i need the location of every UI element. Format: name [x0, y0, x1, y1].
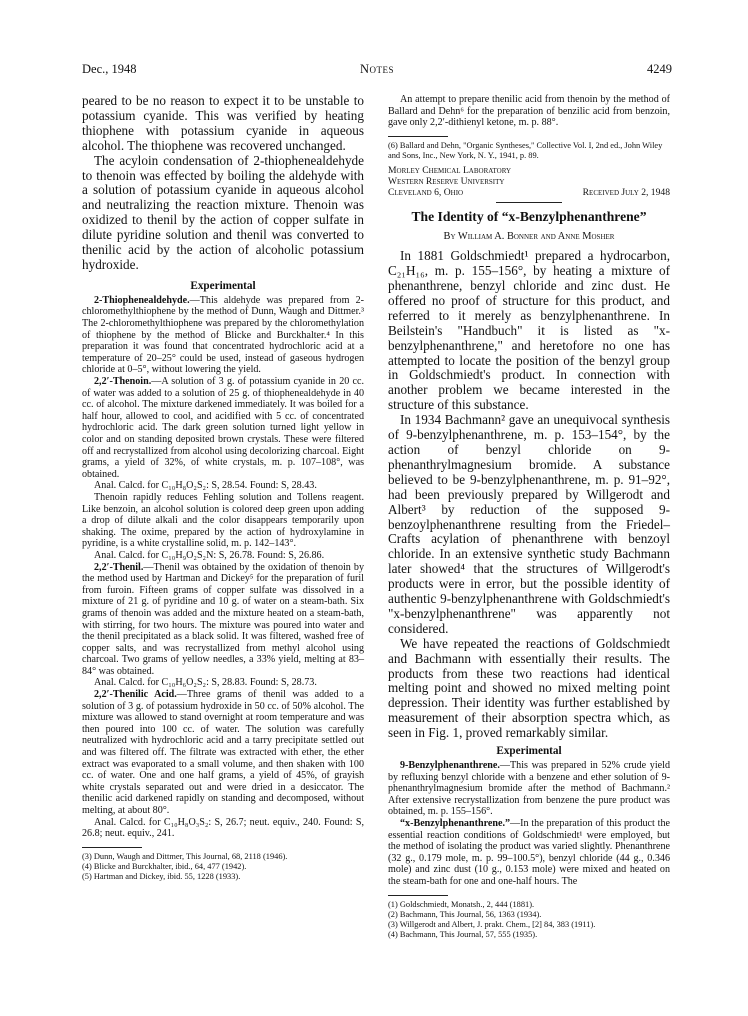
left-column: [82, 94, 364, 882]
footnote-divider: [82, 847, 142, 848]
section-heading-experimental: Experimental: [496, 745, 562, 758]
article-title: The Identity of “x-Benzylphenanthrene”: [411, 209, 647, 225]
procedure-text: —In the preparation of this product the essential reaction conditions of Goldschmiedt¹ were employed, but the method of isolating the product was varied slightly. Phenanthrene (32 g., 0.179 mole, m. p. 99–100.5°), benzyl chloride (44 g., 0.346 mole) and zinc dust (10 g., 0.153 mole) were mixed and heated on the steam-bath for one and one-half hours. The: [388, 818, 670, 888]
received-date: Received July 2, 1948: [582, 187, 670, 199]
analysis-line: Anal. Calcd. for C₁₀H₈O₂S₂: S, 28.54. Found: S, 28.43.: [94, 480, 317, 492]
procedure-text: —This was prepared in 52% crude yield by refluxing benzyl chloride with a benzene and ether solution of 9-phenanthrylmagnesium bromide after the method of Bachmann.² After extensive recrystallization from benzene the pure product was obtained, m. p. 155–156°.: [388, 760, 670, 818]
procedure-paragraph: [82, 562, 364, 678]
footnote: (4) Blicke and Burckhalter, ibid., 64, 477 (1942).: [82, 861, 247, 871]
body-paragraph: In 1934 Bachmann² gave an unequivocal synthesis of 9-benzylphenanthrene, m. p. 153–154°, by the action of benzyl chloride on 9-phenanthrylmagnesium bromide. A substance believed to be 9-benzylphenanthrene, m. p. 91–92°, had been previously prepared by Willgerodt and Albert³ by reduction of the supposed 9-benzoylphenanthrene resulting from the Friedel–Crafts acylation of phenanthrene with benzoyl chloride. In an extensive synthetic study Bachmann later showed⁴ that the structures of Willgerodt's products were in error, but the possible identity of authentic 9-benzylphenanthrene with Goldschmiedt's "x-benzylphenanthrene" was apparently not considered.: [388, 412, 670, 636]
procedure-paragraph: [82, 295, 364, 376]
analysis-line: Anal. Calcd. for C₁₀H₉O₂S₂N: S, 26.78. Found: S, 26.86.: [94, 549, 325, 561]
header-section: Notes: [359, 62, 395, 76]
footnote: (3) Willgerodt and Albert, J. prakt. Chem., [2] 84, 383 (1911).: [388, 920, 596, 930]
procedure-text: —Thenil was obtained by the oxidation of thenoin by the method used by Hartman and Dickey⁵ for the preparation of furil from furoin. Fifteen grams of copper sulfate was dissolved in a mixture of 21 g. of pyridine and 10 g. of water on a steam-bath. Six grams of thenoin was added and the mixture heated on a steam-bath, with stirring, for two hours. The mixture was poured into water and the thenil precipitated as a black solid. It was filtered, washed free of copper salts, and was recrystallized from methyl alcohol using charcoal. Two grams of yellow needles, a 33% yield, melting at 83–84° was obtained.: [82, 561, 364, 677]
procedure-paragraph: [388, 760, 670, 818]
section-divider: [496, 202, 562, 203]
body-paragraph: In 1881 Goldschmiedt¹ prepared a hydrocarbon, C₂₁H₁₆, m. p. 155–156°, by heating a mixture of phenanthrene, benzyl chloride and zinc dust. He offered no proof of structure for this product, and referred to it merely as benzylphenanthrene. In Beilstein's "Handbuch" it is listed as "x-benzylphenanthrene," and heretofore no one has attempted to locate the position of the benzyl group in Goldschmiedt's product. In connection with another problem we became interested in the structure of this substance.: [388, 248, 670, 413]
affiliation-line: Cleveland 6, Ohio: [388, 187, 464, 199]
footnote: (5) Hartman and Dickey, ibid. 55, 1228 (1933).: [82, 872, 241, 882]
footnote: (3) Dunn, Waugh and Dittmer, This Journal, 68, 2118 (1946).: [82, 851, 288, 861]
procedure-label: 9-Benzylphenanthrene.: [400, 760, 500, 772]
footnote-divider: [388, 136, 448, 137]
procedure-label: “x-Benzylphenanthrene.”: [400, 818, 511, 830]
procedure-label: 2-Thiophenealdehyde.: [94, 294, 190, 306]
footnote: (4) Bachmann, This Journal, 57, 555 (1935).: [388, 930, 538, 940]
header-page-number: 4249: [647, 62, 672, 76]
header-date: Dec., 1948: [82, 62, 137, 76]
analysis-line: Anal. Calcd. for C₁₀H₆O₂S₂: S, 28.83. Found: S, 28.73.: [94, 677, 317, 689]
analysis-line: Anal. Calcd. for C₁₀H₈O₃S₂: S, 26.7; neut. equiv., 240. Found: S, 26.8; neut. equiv., 241.: [82, 816, 364, 840]
running-header: [82, 62, 672, 76]
procedure-label: 2,2′-Thenil.: [94, 561, 144, 573]
affiliation-received-row: [388, 187, 670, 198]
procedure-paragraph: [388, 818, 670, 888]
body-paragraph: We have repeated the reactions of Goldschmiedt and Bachmann with essentially their results. The products from these two reactions had identical melting point and showed no mixed melting point depression. Their identity was further established by measurement of their absorption spectra which, as seen in Fig. 1, proved remarkably similar.: [388, 635, 670, 741]
procedure-label: 2,2′-Thenoin.: [94, 376, 152, 388]
body-paragraph: The acyloin condensation of 2-thiophenealdehyde to thenoin was effected by boiling the aldehyde with a solution of potassium cyanide in aqueous alcohol and neutralizing the reaction mixture. Thenoin was oxidized to thenil by the action of copper sulfate in dilute pyridine solution and thenil was converted to thenilic acid by the action of alcoholic potassium hydroxide.: [82, 152, 364, 272]
procedure-paragraph: Thenoin rapidly reduces Fehling solution and Tollens reagent. Like benzoin, an alcohol solution is colored deep green upon adding a drop of dilute alkali and the color disappears temporarily upon shaking. The oxime, prepared by the action of hydroxylamine in pyridine, is a white crystalline solid, m. p. 142–143°.: [82, 491, 364, 550]
procedure-paragraph: [82, 376, 364, 480]
footnote: (6) Ballard and Dehn, "Organic Syntheses," Collective Vol. I, 2nd ed., John Wiley and Sons, Inc., New York, N. Y., 1941, p. 89.: [388, 140, 663, 160]
affiliation-line: Western Reserve University: [388, 176, 505, 188]
procedure-text: —A solution of 3 g. of potassium cyanide in 20 cc. of water was added to a solution of 25 g. of thiophenealdehyde in 40 cc. of alcohol. The mixture darkened immediately. It was boiled for a half hour, allowed to cool, and acidified with 5 cc. of concentrated hydrochloric acid. The dark green solution turned light yellow in color and on standing deposited brown crystals. These were filtered off and recrystallized from alcohol using decolorizing charcoal. Eight grams, a yield of 32%, of white crystals, m. p. 107–108°, was obtained.: [82, 376, 364, 480]
section-heading-experimental: Experimental: [190, 279, 256, 292]
body-paragraph: peared to be no reason to expect it to be unstable to potassium cyanide. This was verified by heating thiophene with potassium cyanide in aqueous alcohol. The thiophene was recovered unchanged.: [82, 93, 364, 153]
footnote: (1) Goldschmiedt, Monatsh., 2, 444 (1881).: [388, 899, 535, 909]
affiliation-line: Morley Chemical Laboratory: [388, 165, 512, 177]
right-column: [388, 94, 670, 940]
footnote: (2) Bachmann, This Journal, 56, 1363 (1934).: [388, 909, 542, 919]
article-authors: By William A. Bonner and Anne Mosher: [443, 231, 615, 243]
procedure-paragraph: [82, 689, 364, 817]
procedure-text: —This aldehyde was prepared from 2-chloromethylthiophene by the method of Dunn, Waugh and Dittmer.³ The 2-chloromethylthiophene was prepared by the chloromethylation of thiophene by the method of Blicke and Burckhalter.⁴ In this preparation it was found that concentrated hydrochloric acid at a temperature of 20–25° could be used, instead of gaseous hydrogen chloride at 0–5°, without lowering the yield.: [82, 294, 364, 376]
procedure-text: —Three grams of thenil was added to a solution of 3 g. of potassium hydroxide in 50 cc. of 50% alcohol. The mixture was allowed to stand overnight at room temperature and was then poured into 100 cc. of water. The solution was carefully neutralized with hydrochloric acid and a tarry precipitate settled out and was filtered off. The filtrate was extracted with ether, the ether extract was evaporated to a small volume, and then shaken with 100 cc. of water. One and one half grams, a yield of 45%, of grayish white crystals separated out and were dried in a desiccator. The thenilic acid darkened rapidly on standing and decomposed, without melting, at about 80°.: [82, 689, 365, 816]
footnote-divider: [388, 895, 448, 896]
procedure-label: 2,2′-Thenilic Acid.: [94, 689, 177, 701]
body-paragraph: An attempt to prepare thenilic acid from thenoin by the method of Ballard and Dehn⁶ for the preparation of benzilic acid from benzoin, gave only 2,2′-dithienyl ketone, m. p. 88°.: [388, 94, 670, 129]
